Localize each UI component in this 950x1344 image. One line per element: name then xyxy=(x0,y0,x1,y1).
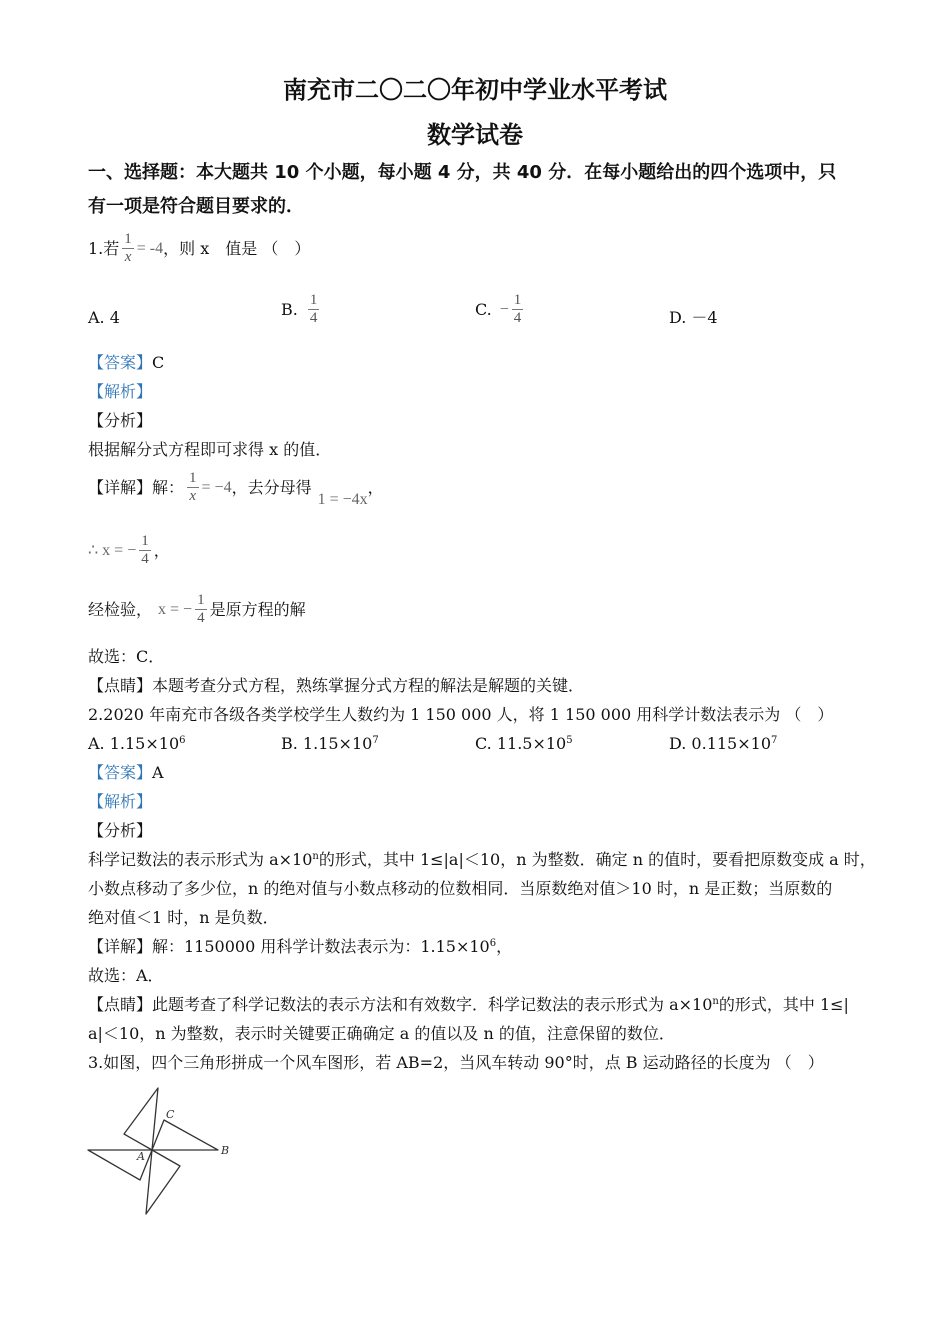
q2-detail-b: ， xyxy=(496,937,513,956)
q1-option-c-den: 4 xyxy=(513,310,522,327)
q2-fenxi-line1-a: 科学记数法的表示形式为 a×10 xyxy=(88,850,313,869)
q1-stem xyxy=(88,231,310,267)
q2-answer-label: 【答案】 xyxy=(88,763,153,782)
q1-detail-eq: 1 = −4x xyxy=(317,491,368,509)
q2-fenxi-line2: 小数点移动了多少位，n 的绝对值与小数点移动的位数相同．当原数绝对值＞10 时，n 是正数；当原数的 xyxy=(88,879,833,898)
q1-jiexi: 【解析】 xyxy=(88,382,153,401)
q1-frac-den: x xyxy=(124,249,132,266)
windmill-blade-right xyxy=(152,1120,218,1150)
q1-therefore-end: ， xyxy=(153,541,170,561)
q1-answer xyxy=(88,353,164,372)
q2-fenxi-line1-b: 的形式，其中 1≤|a|＜10，n 为整数．确定 n 的值时，要看把原数变成 a 时， xyxy=(318,850,876,869)
q2-dianjing-line2: a|＜10，n 为整数，表示时关键要正确确定 a 的值以及 n 的值，注意保留的数位． xyxy=(88,1024,675,1043)
page-title: 南充市二〇二〇年初中学业水平考试 xyxy=(283,76,667,104)
q1-check-label: 经检验， xyxy=(88,600,153,620)
q1-option-b-frac xyxy=(308,292,320,328)
q2-option-d-exp: 7 xyxy=(771,735,778,746)
q2-detail xyxy=(88,937,512,956)
q2-stem: 2.2020 年南充市各级各类学校学生人数约为 1 150 000 人，将 1 150 000 用科学计数法表示为 （ ） xyxy=(88,705,834,724)
q1-prefix: 1.若 xyxy=(88,239,120,259)
q1-detail-den: x xyxy=(189,488,197,505)
q2-option-a xyxy=(88,734,186,753)
q2-dianjing-line1-b: 的形式，其中 1≤| xyxy=(718,995,849,1014)
q1-option-c-sign: − xyxy=(499,301,509,319)
q1-detail-mid: ，去分母得 xyxy=(231,478,312,498)
q2-option-b xyxy=(281,734,379,753)
q1-dianjing: 【点睛】本题考查分式方程，熟练掌握分式方程的解法是解题的关键． xyxy=(88,676,585,695)
q2-dianjing-line1-exp: n xyxy=(712,996,719,1007)
q2-choose: 故选：A． xyxy=(88,966,164,985)
q1-option-b xyxy=(281,292,322,328)
q1-fenxi: 【分析】 xyxy=(88,411,153,430)
q1-therefore xyxy=(88,533,170,569)
q2-fenxi-line1-exp: n xyxy=(312,851,319,862)
q1-therefore-frac xyxy=(139,533,151,569)
q2-fenxi-line1 xyxy=(88,850,876,869)
q2-option-d xyxy=(669,734,777,753)
section-heading-line1: 一、选择题：本大题共 10 个小题，每小题 4 分，共 40 分．在每小题给出的四个选项中，只 xyxy=(88,162,837,183)
q1-choose: 故选：C． xyxy=(88,647,165,666)
q1-check-frac xyxy=(195,592,207,628)
page-subtitle: 数学试卷 xyxy=(427,121,523,149)
q1-frac-num: 1 xyxy=(122,231,134,249)
q2-fenxi: 【分析】 xyxy=(88,821,153,840)
q1-therefore-lhs: ∴ x = − xyxy=(88,542,137,560)
q1-fraction xyxy=(122,231,134,267)
q1-answer-value: C xyxy=(152,353,165,372)
q3-stem: 3.如图，四个三角形拼成一个风车图形，若 AB=2，当风车转动 90°时，点 B 运动路径的长度为 （ ） xyxy=(88,1053,824,1072)
q2-option-c xyxy=(475,734,573,753)
q1-therefore-den: 4 xyxy=(141,551,149,568)
q2-option-c-base: C. 11.5×10 xyxy=(475,734,567,753)
q1-fenxi-text: 根据解分式方程即可求得 x 的值． xyxy=(88,440,332,459)
q1-option-c-num: 1 xyxy=(512,292,524,310)
q2-option-a-exp: 6 xyxy=(179,735,186,746)
q1-detail xyxy=(88,470,384,509)
q1-check xyxy=(88,592,306,628)
section-heading-line2: 有一项是符合题目要求的． xyxy=(88,196,304,217)
q1-detail-num: 1 xyxy=(187,470,199,488)
q1-detail-rhs: = −4 xyxy=(201,479,232,497)
q1-check-den: 4 xyxy=(197,610,205,627)
q2-detail-a: 【详解】解：1150000 用科学计数法表示为：1.15×10 xyxy=(88,937,490,956)
q2-dianjing-line1-a: 【点睛】此题考查了科学记数法的表示方法和有效数字．科学记数法的表示形式为 a×10 xyxy=(88,995,713,1014)
point-a-label: A xyxy=(137,1150,145,1163)
q1-detail-frac xyxy=(187,470,199,506)
q1-therefore-num: 1 xyxy=(139,533,151,551)
q2-option-d-base: D. 0.115×10 xyxy=(669,734,771,753)
q1-check-end: 是原方程的解 xyxy=(209,600,306,620)
q1-detail-label: 【详解】解： xyxy=(88,478,185,498)
q2-answer xyxy=(88,763,164,782)
q2-option-c-exp: 5 xyxy=(566,735,573,746)
q1-option-b-den: 4 xyxy=(309,310,318,327)
windmill-figure xyxy=(82,1080,242,1225)
q1-option-c xyxy=(475,292,526,328)
point-b-label: B xyxy=(221,1144,230,1157)
q1-rhs: = -4 xyxy=(136,240,164,258)
q1-option-b-label: B. xyxy=(281,300,298,320)
q2-option-b-base: B. 1.15×10 xyxy=(281,734,373,753)
q2-detail-exp: 6 xyxy=(489,938,497,949)
q1-check-lhs: x = − xyxy=(158,601,193,619)
q1-option-d: D. －4 xyxy=(669,308,718,327)
q2-fenxi-line3: 绝对值＜1 时，n 是负数． xyxy=(88,908,279,927)
q2-jiexi: 【解析】 xyxy=(88,792,153,811)
q1-option-a: A. 4 xyxy=(88,308,120,327)
q2-option-b-exp: 7 xyxy=(372,735,379,746)
q1-answer-label: 【答案】 xyxy=(88,353,153,372)
q1-detail-end: ， xyxy=(367,478,384,498)
q1-option-c-label: C. xyxy=(475,300,492,320)
q2-answer-value: A xyxy=(152,763,164,782)
q2-option-a-base: A. 1.15×10 xyxy=(88,734,180,753)
q1-check-num: 1 xyxy=(195,592,207,610)
windmill-blade-top xyxy=(124,1088,158,1150)
windmill-blade-bottom xyxy=(146,1150,180,1214)
q2-dianjing-line1 xyxy=(88,995,849,1014)
point-c-label: C xyxy=(166,1108,175,1121)
q1-suffix: ，则 x 值是 （ ） xyxy=(163,239,311,259)
q1-option-c-frac xyxy=(512,292,524,328)
q1-option-b-num: 1 xyxy=(308,292,320,310)
